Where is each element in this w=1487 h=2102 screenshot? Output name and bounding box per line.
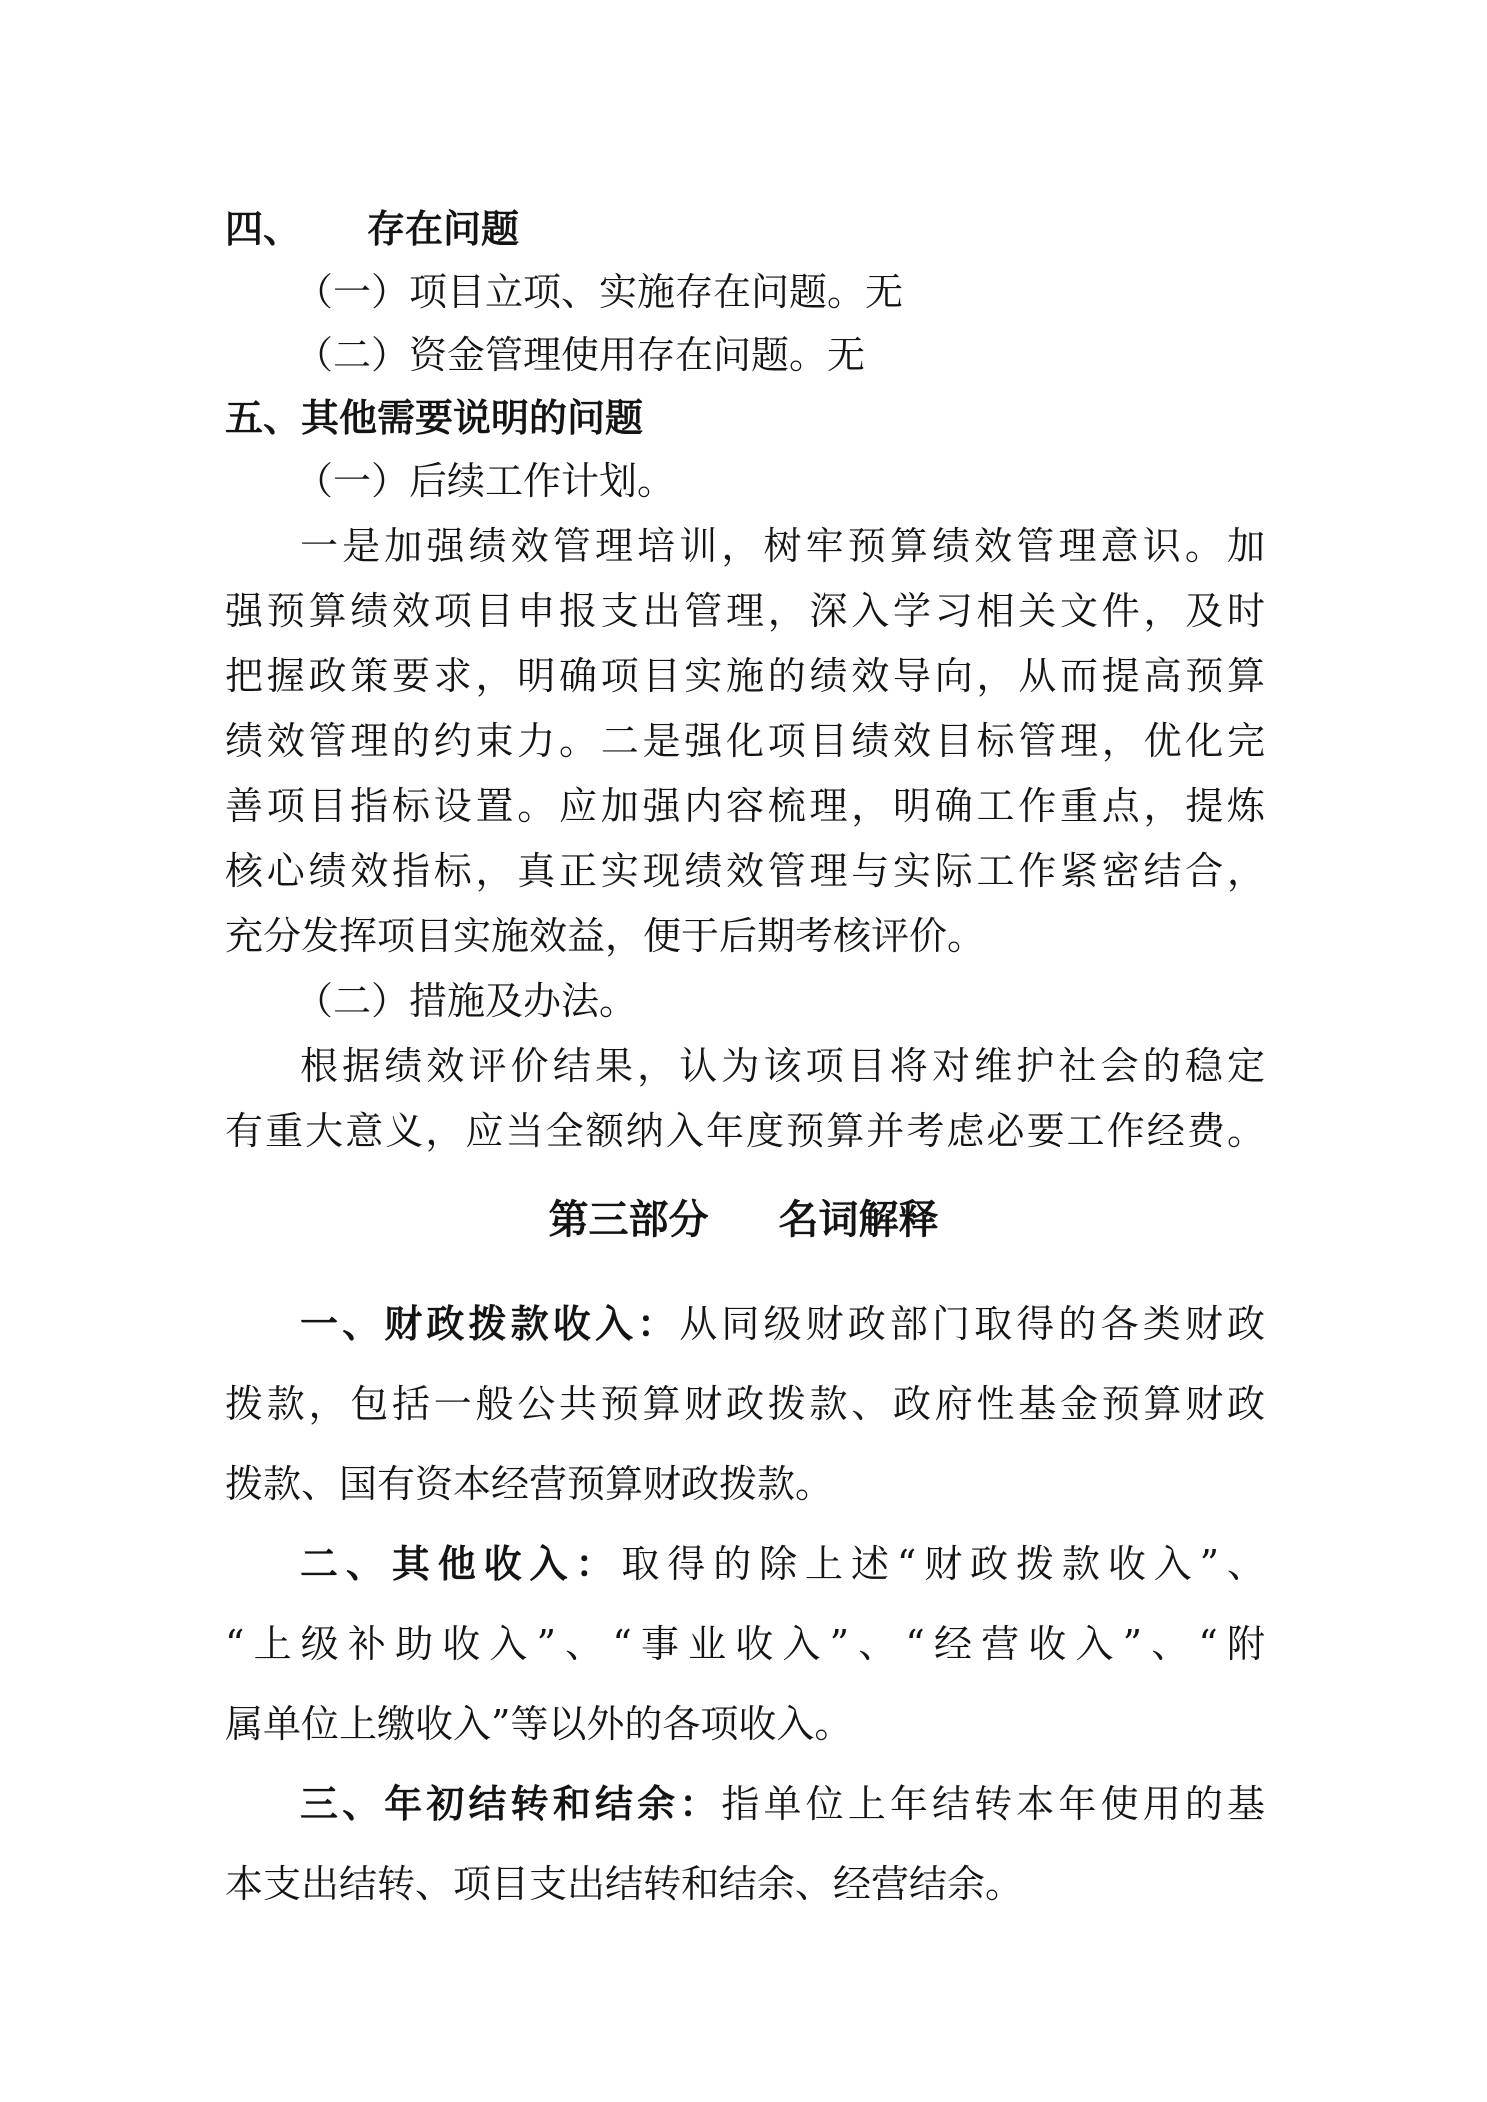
paragraph-line: 根据绩效评价结果，认为该项目将对维护社会的稳定: [300, 1044, 1265, 1088]
term-entry-first-line: [300, 1781, 1265, 1826]
sub-heading-5-2: （二）措施及办法。: [295, 979, 638, 1023]
section-heading-4: [225, 206, 520, 251]
term-entry-first-line: [300, 1301, 1265, 1346]
part-title: [0, 1196, 1487, 1243]
term-definition: 指单位上年结转本年使用的基: [721, 1782, 1265, 1826]
term-label: 三、年初结转和结余：: [300, 1781, 722, 1826]
term-entry-first-line: [300, 1541, 1265, 1586]
section-heading-5: 五、其他需要说明的问题: [225, 395, 644, 440]
paragraph-line: 绩效管理的约束力。二是强化项目绩效目标管理，优化完: [225, 719, 1265, 763]
term-definition-line: 拨款，包括一般公共预算财政拨款、政府性基金预算财政: [225, 1382, 1265, 1426]
part-number: 第三部分: [548, 1196, 709, 1243]
paragraph-line: 一是加强绩效管理培训，树牢预算绩效管理意识。加: [300, 524, 1265, 568]
term-definition-line: “上级补助收入”、“事业收入”、“经营收入”、“附: [225, 1622, 1265, 1666]
term-definition: 从同级财政部门取得的各类财政: [679, 1302, 1265, 1346]
paragraph-line: 把握政策要求，明确项目实施的绩效导向，从而提高预算: [225, 654, 1265, 698]
term-definition-line: 本支出结转、项目支出结转和结余、经营结余。: [225, 1862, 1024, 1906]
paragraph-line: 强预算绩效项目申报支出管理，深入学习相关文件，及时: [225, 589, 1265, 633]
paragraph-line: 善项目指标设置。应加强内容梳理，明确工作重点，提炼: [225, 784, 1265, 828]
section-title: 存在问题: [367, 206, 520, 251]
term-definition-line: 拨款、国有资本经营预算财政拨款。: [225, 1462, 834, 1506]
item-4-1: （一）项目立项、实施存在问题。无: [295, 270, 904, 314]
sub-heading-5-1: （一）后续工作计划。: [295, 459, 676, 503]
paragraph-line: 充分发挥项目实施效益，便于后期考核评价。: [225, 914, 986, 958]
term-label: 二、其他收入：: [300, 1541, 622, 1586]
term-label: 一、财政拨款收入：: [300, 1301, 680, 1346]
item-4-2: （二）资金管理使用存在问题。无: [295, 333, 866, 377]
paragraph-line: 核心绩效指标，真正实现绩效管理与实际工作紧密结合，: [225, 849, 1265, 893]
term-definition-line: 属单位上缴收入”等以外的各项收入。: [225, 1702, 853, 1746]
section-number: 四、: [225, 206, 302, 251]
part-name: 名词解释: [778, 1196, 939, 1243]
term-definition: 取得的除上述“财政拨款收入”、: [621, 1542, 1265, 1586]
paragraph-line: 有重大意义，应当全额纳入年度预算并考虑必要工作经费。: [225, 1109, 1265, 1153]
